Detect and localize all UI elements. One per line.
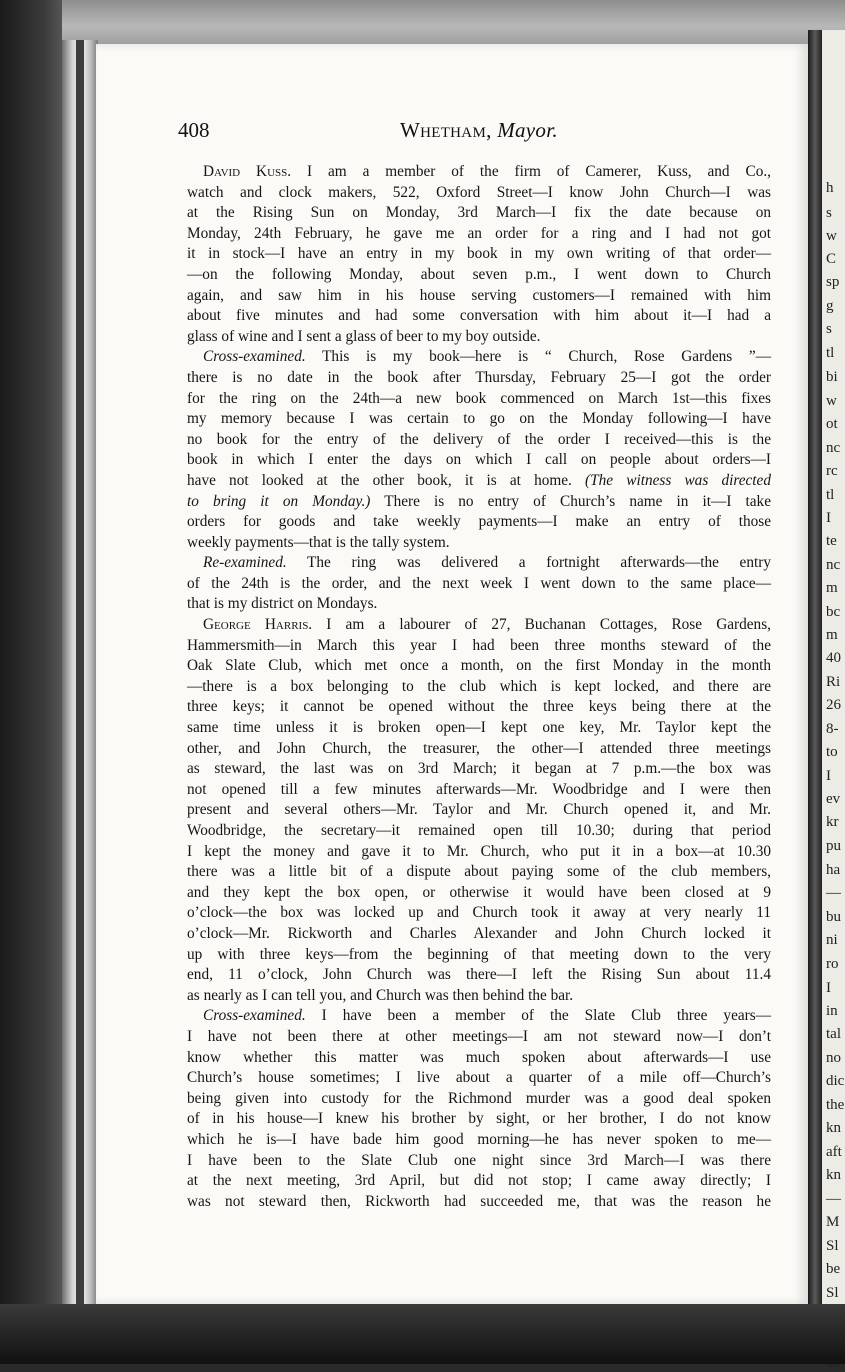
text-line xyxy=(187,306,771,327)
paragraph xyxy=(187,162,771,347)
text-line xyxy=(187,512,771,533)
line-text: of in his house—I knew his brother by sight, or her brother, I do not know xyxy=(187,1110,771,1128)
text-line xyxy=(187,224,771,245)
facing-page-fragment: ha xyxy=(826,862,841,878)
facing-page-fragment: I xyxy=(826,510,831,526)
line-text: at the next meeting, 3rd April, but did not stop; I came away directly; I xyxy=(187,1172,771,1190)
italic-lead: Cross-examined. xyxy=(203,348,306,366)
facing-page-fragment: te xyxy=(826,533,837,549)
speaker-name: David Kuss. xyxy=(203,163,292,180)
facing-page-fragment: ni xyxy=(826,932,838,948)
italic-lead: Cross-examined. xyxy=(203,1007,306,1025)
text-line xyxy=(187,162,771,183)
text-line xyxy=(187,945,771,966)
text-line xyxy=(187,615,771,636)
facing-page-fragment: in xyxy=(826,1003,838,1019)
facing-page-fragment: tal xyxy=(826,1026,841,1042)
line-text: I am a labourer of 27, Buchanan Cottages, Rose Gardens, xyxy=(312,616,771,634)
facing-page-fragment: Ri xyxy=(826,674,841,690)
line-text: This is my book—here is “ Church, Rose Gardens ”— xyxy=(305,348,771,366)
book-binding xyxy=(62,40,98,1310)
line-text: three keys; it cannot be opened without the three keys being there at the xyxy=(187,698,771,716)
text-line xyxy=(187,862,771,883)
scan-top-edge xyxy=(0,0,845,48)
facing-page-fragment: ro xyxy=(826,956,839,972)
paragraph xyxy=(187,1006,771,1212)
text-line xyxy=(187,553,771,574)
facing-page-fragment: sp xyxy=(826,274,840,290)
line-text: o’clock—the box was locked up and Church took it away at very nearly 11 xyxy=(187,904,771,922)
text-line xyxy=(187,1006,771,1027)
text-line xyxy=(187,965,771,986)
line-text: I have been to the Slate Club one night since 3rd March—I was there xyxy=(187,1151,771,1169)
line-text: and they kept the box open, or otherwise it would have been closed at 9 xyxy=(187,883,771,901)
facing-page-fragment: M xyxy=(826,1214,840,1230)
text-line xyxy=(187,924,771,945)
line-text: there was a little bit of a dispute about paying some of the club members, xyxy=(187,863,771,881)
text-line xyxy=(187,697,771,718)
line-text: I have not been there at other meetings—I am not steward now—I don’t xyxy=(187,1027,771,1045)
text-line xyxy=(187,1089,771,1110)
line-text: The ring was delivered a fortnight afterwards—the entry xyxy=(286,554,771,572)
text-line xyxy=(187,821,771,842)
facing-page-fragment: s xyxy=(826,321,832,337)
text-line xyxy=(187,327,771,348)
paragraph xyxy=(187,553,771,615)
facing-page-fragment: to xyxy=(826,744,838,760)
line-text: I kept the money and gave it to Mr. Church, who put it in a box—at 10.30 xyxy=(187,842,771,860)
text-line xyxy=(187,244,771,265)
text-line xyxy=(187,471,771,492)
text-line xyxy=(187,533,771,554)
facing-page-fragment: kn xyxy=(826,1120,841,1136)
text-line xyxy=(187,1130,771,1151)
line-text: about five minutes and had some conversation with him about it—I had a xyxy=(187,307,771,325)
facing-page-fragment: kr xyxy=(826,814,839,830)
line-text: —on the following Monday, about seven p.m., I went down to Church xyxy=(187,265,771,283)
facing-page-fragment: 40 xyxy=(826,650,841,666)
line-text: There is no entry of Church’s name in it—I take xyxy=(370,492,771,510)
facing-page-fragment: nc xyxy=(826,440,841,456)
facing-page-fragment: pu xyxy=(826,838,841,854)
facing-page-fragment: Sl xyxy=(826,1285,839,1301)
facing-page-fragment: 8- xyxy=(826,721,839,737)
text-line xyxy=(187,759,771,780)
text-line xyxy=(187,739,771,760)
text-line xyxy=(187,450,771,471)
scan-bottom-edge xyxy=(0,1304,845,1364)
line-text: book in which I enter the days on which I call on people about orders—I xyxy=(187,451,771,469)
text-line xyxy=(187,347,771,368)
line-text: it in stock—I have an entry in my book in my own writing of that order— xyxy=(187,245,771,263)
text-line xyxy=(187,430,771,451)
text-line xyxy=(187,574,771,595)
page-body xyxy=(187,162,771,1212)
italic-lead: to bring it on Monday.) xyxy=(187,492,371,510)
text-line xyxy=(187,718,771,739)
facing-page-fragment: — xyxy=(826,1191,841,1207)
line-text: my memory because I was certain to go on the Monday following—I have xyxy=(187,410,771,428)
facing-page-fragment: bu xyxy=(826,909,841,925)
paragraph xyxy=(187,615,771,1006)
running-head-name: Whetham, xyxy=(400,118,492,142)
facing-page-fragment: be xyxy=(826,1261,841,1277)
text-line xyxy=(187,1068,771,1089)
line-text: Church’s house sometimes; I live about a quarter of a mile off—Church’s xyxy=(187,1069,771,1087)
line-text: for the ring on the 24th—a new book commenced on March 1st—this fixes xyxy=(187,389,771,407)
line-text: at the Rising Sun on Monday, 3rd March—I fix the date because on xyxy=(187,204,771,222)
facing-page-fragment: w xyxy=(826,393,837,409)
text-line xyxy=(187,594,771,615)
line-text: have not looked at the other book, it is at home. xyxy=(187,471,586,489)
facing-page-fragment: kn xyxy=(826,1167,841,1183)
text-line xyxy=(187,903,771,924)
page-header xyxy=(178,118,778,148)
text-line xyxy=(187,656,771,677)
text-line xyxy=(187,986,771,1007)
facing-page-fragment: no xyxy=(826,1050,841,1066)
text-line xyxy=(187,1192,771,1213)
page-number: 408 xyxy=(178,118,210,142)
running-head xyxy=(400,118,558,143)
text-line xyxy=(187,203,771,224)
text-line xyxy=(187,183,771,204)
speaker-name: George Harris. xyxy=(203,616,313,634)
facing-page-fragment: I xyxy=(826,768,831,784)
line-text: Woodbridge, the secretary—it remained open till 10.30; during that period xyxy=(187,822,771,839)
facing-page-fragment: h xyxy=(826,180,834,196)
text-line xyxy=(187,409,771,430)
line-text: there is no date in the book after Thursday, February 25—I got the order xyxy=(187,368,771,386)
line-text: Hammersmith—in March this year I had been three months steward of the xyxy=(187,636,771,654)
facing-page-fragment: tl xyxy=(826,487,835,503)
facing-page-fragment: s xyxy=(826,205,832,221)
facing-page-fragment: dic xyxy=(826,1073,845,1089)
text-line xyxy=(187,677,771,698)
running-head-title: Mayor. xyxy=(497,118,558,142)
line-text: know whether this matter was much spoken about afterwards—I use xyxy=(187,1048,771,1066)
line-text: as nearly as I can tell you, and Church was then behind the bar. xyxy=(187,986,574,1004)
text-line xyxy=(187,286,771,307)
facing-page-fragment: the xyxy=(826,1097,845,1113)
line-text: orders for goods and take weekly payments—I make an entry of those xyxy=(187,513,771,531)
text-line xyxy=(187,265,771,286)
facing-page-fragment: w xyxy=(826,228,837,244)
paragraph xyxy=(187,347,771,553)
text-line xyxy=(187,842,771,863)
line-text: up with three keys—from the beginning of that meeting down to the very xyxy=(187,945,771,963)
facing-page-fragment: bi xyxy=(826,369,838,385)
line-text: same time unless it is broken open—I kept one key, Mr. Taylor kept the xyxy=(187,719,771,737)
facing-page-fragment: C xyxy=(826,251,837,267)
facing-page-fragment: bc xyxy=(826,604,841,620)
text-line xyxy=(187,1027,771,1048)
facing-page-fragment: tl xyxy=(826,345,835,361)
line-text: Monday, 24th February, he gave me an order for a ring and I had not got xyxy=(187,224,771,242)
text-line xyxy=(187,636,771,657)
facing-page-fragment: aft xyxy=(826,1144,842,1160)
text-line xyxy=(187,368,771,389)
text-line xyxy=(187,1109,771,1130)
line-text: —there is a box belonging to the club which is kept locked, and there are xyxy=(187,677,771,695)
line-text: of the 24th is the order, and the next week I went down to the same place— xyxy=(187,574,771,592)
line-text: as steward, the last was on 3rd March; it began at 7 p.m.—the box was xyxy=(187,760,771,778)
line-text: was not steward then, Rickworth had succeeded me, that was the reason he xyxy=(187,1192,771,1210)
line-text: not opened till a few minutes afterwards—Mr. Woodbridge and I were then xyxy=(187,780,771,798)
facing-page-fragment: Sl xyxy=(826,1238,839,1254)
line-text: that is my district on Mondays. xyxy=(187,595,378,613)
line-text: other, and John Church, the treasurer, the other—I attended three meetings xyxy=(187,739,771,757)
text-line xyxy=(187,492,771,513)
text-line xyxy=(187,780,771,801)
line-text: being given into custody for the Richmond murder was a good deal spoken xyxy=(187,1089,771,1107)
line-text: glass of wine and I sent a glass of beer to my boy outside. xyxy=(187,327,541,345)
scan-left-margin xyxy=(0,0,62,1364)
line-text: I have been a member of the Slate Club three years— xyxy=(305,1007,771,1025)
line-text: weekly payments—that is the tally system. xyxy=(187,533,450,551)
text-line xyxy=(187,1151,771,1172)
line-text: no book for the entry of the delivery of the order I received—this is the xyxy=(187,430,771,448)
facing-page-fragment: m xyxy=(826,580,838,596)
line-text: end, 11 o’clock, John Church was there—I left the Rising Sun about 11.4 xyxy=(187,966,771,984)
text-line xyxy=(187,389,771,410)
line-text: again, and saw him in his house serving customers—I remained with him xyxy=(187,286,771,304)
text-line xyxy=(187,883,771,904)
facing-page-fragment: I xyxy=(826,980,831,996)
facing-page-fragment: ev xyxy=(826,791,841,807)
text-line xyxy=(187,800,771,821)
line-text: Oak Slate Club, which met once a month, on the first Monday in the month xyxy=(187,657,771,675)
facing-page-fragment: rc xyxy=(826,463,838,479)
facing-page-fragment: ot xyxy=(826,416,838,432)
facing-page-fragment: 26 xyxy=(826,697,841,713)
line-text: watch and clock makers, 522, Oxford Street—I know John Church—I was xyxy=(187,183,771,201)
line-text: present and several others—Mr. Taylor and Mr. Church opened it, and Mr. xyxy=(187,801,771,819)
facing-page-fragment: g xyxy=(826,298,834,314)
scan-right-gutter xyxy=(808,30,822,1320)
text-line xyxy=(187,1171,771,1192)
line-text: I am a member of the firm of Camerer, Kuss, and Co., xyxy=(291,163,771,180)
line-text: which he is—I have bade him good morning—he has never spoken to me— xyxy=(187,1130,771,1148)
line-text: o’clock—Mr. Rickworth and Charles Alexander and John Church locked it xyxy=(187,924,771,942)
italic-lead: Re-examined. xyxy=(203,554,287,572)
facing-page-fragment: m xyxy=(826,627,838,643)
italic-tail: (The witness was directed xyxy=(585,471,771,489)
facing-page-edge xyxy=(822,30,845,1320)
facing-page-fragment: — xyxy=(826,885,841,901)
facing-page-fragment: nc xyxy=(826,557,841,573)
text-line xyxy=(187,1048,771,1069)
